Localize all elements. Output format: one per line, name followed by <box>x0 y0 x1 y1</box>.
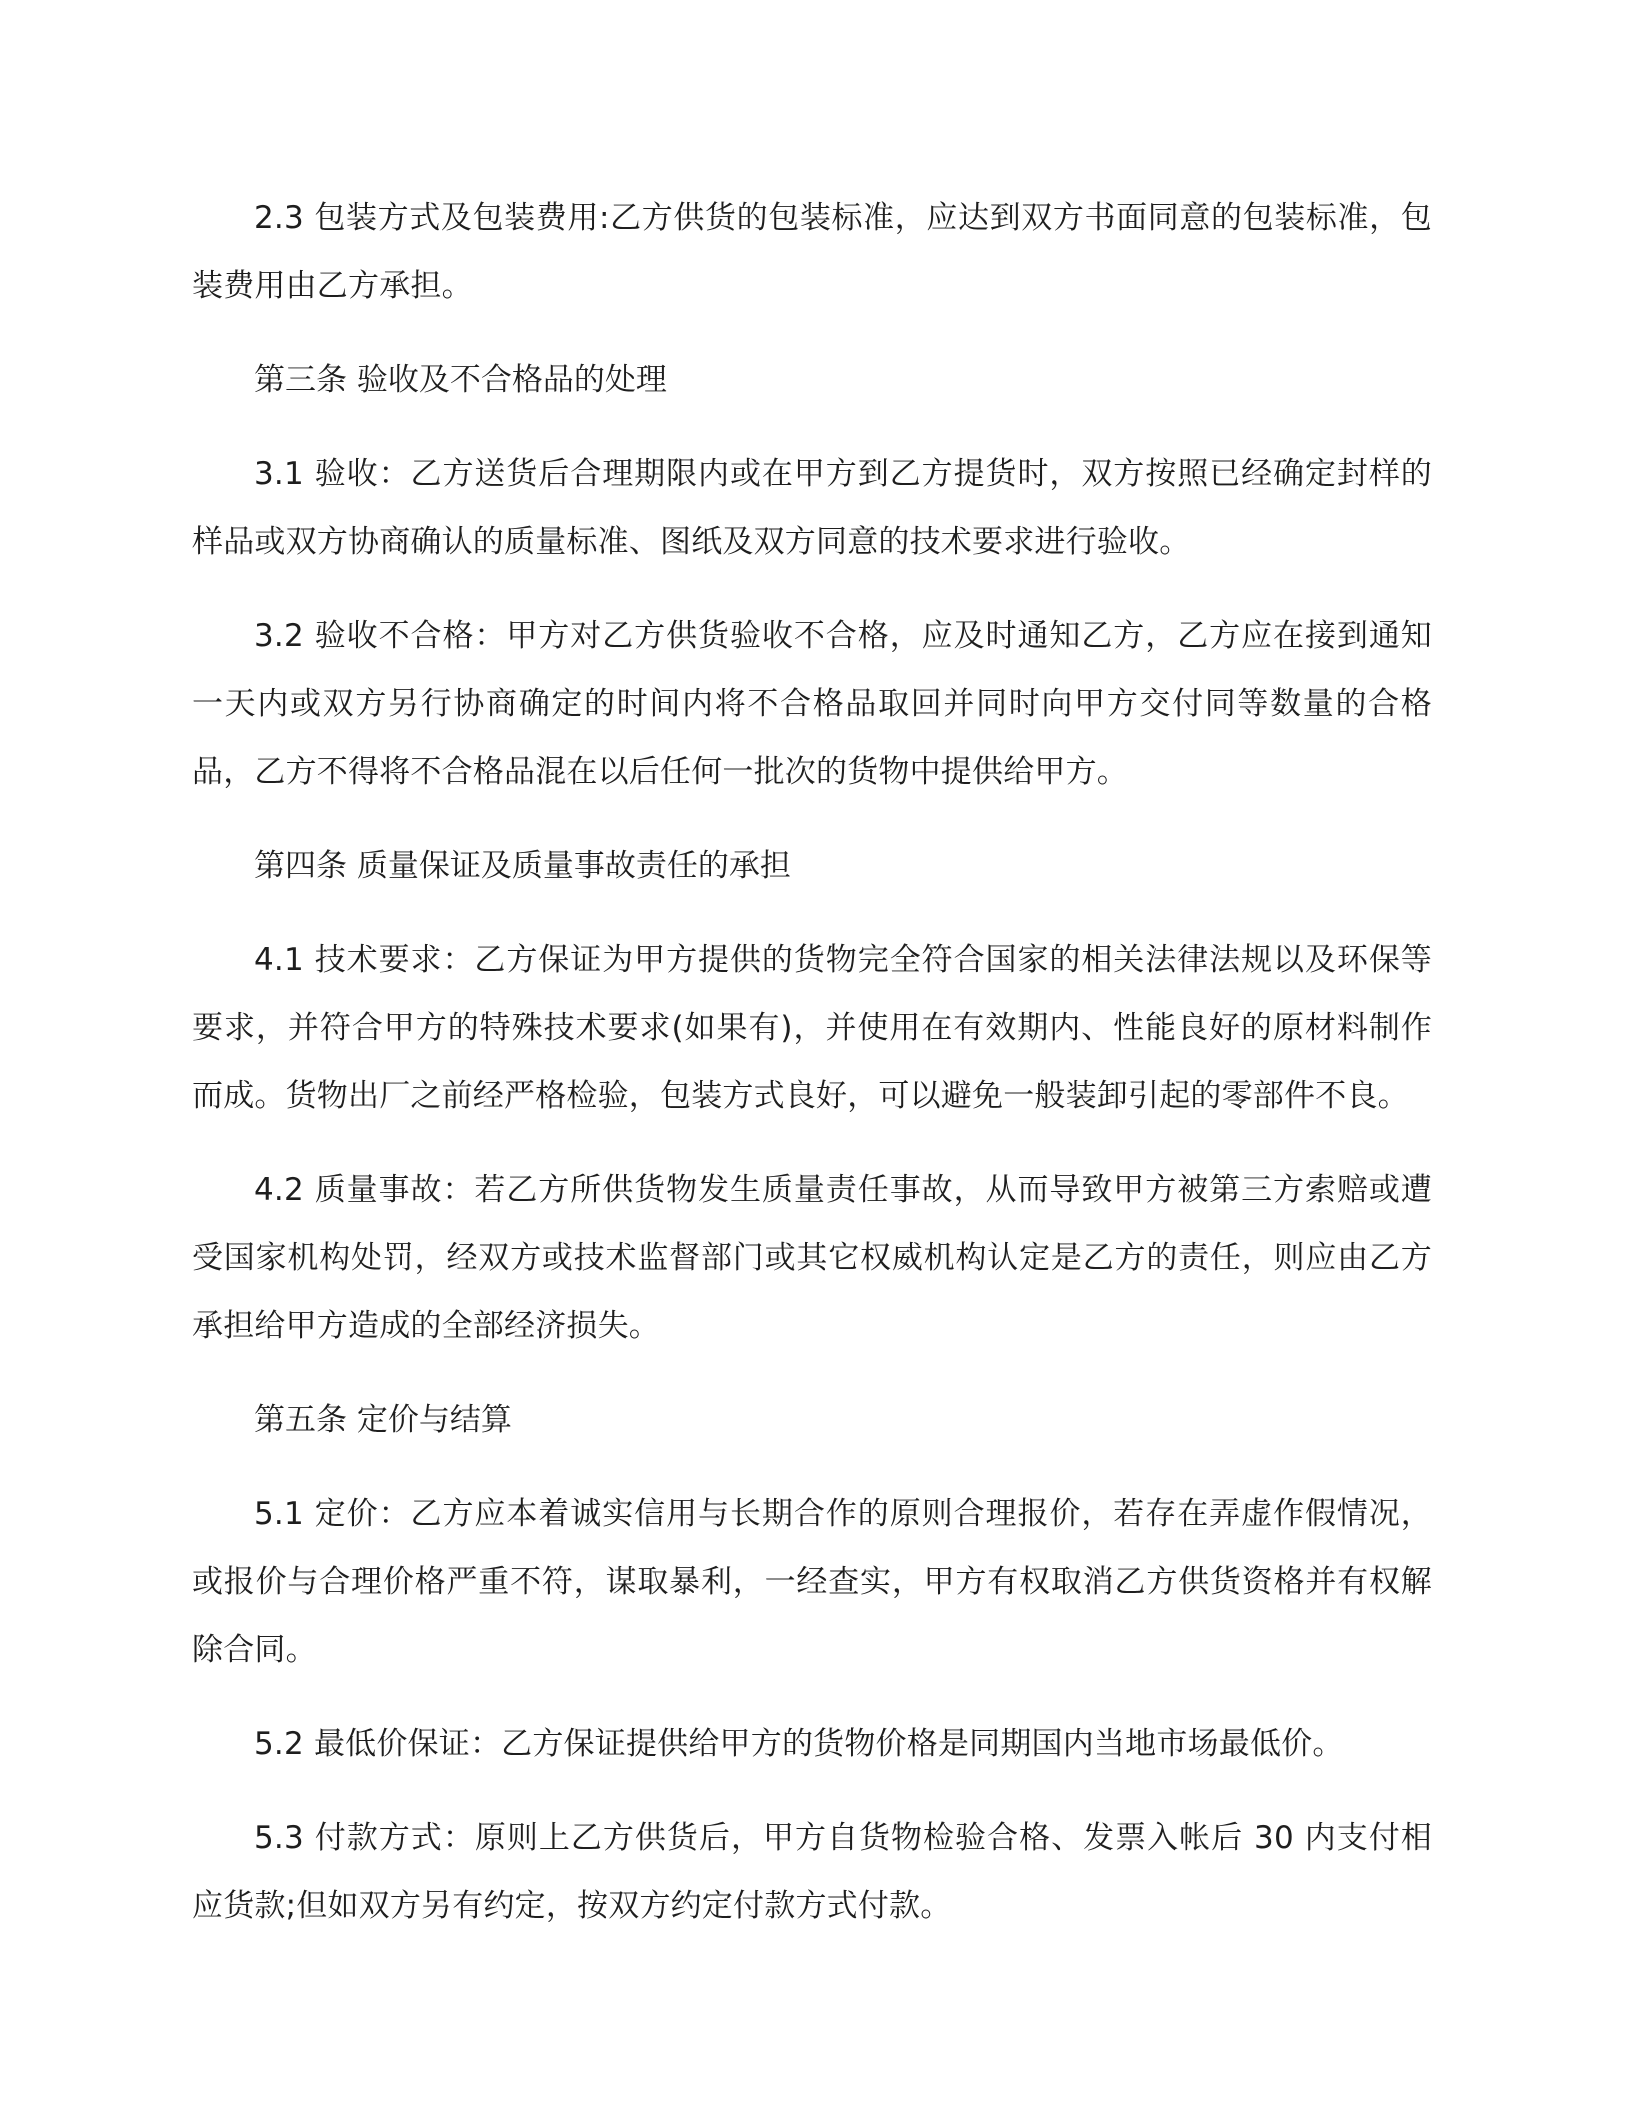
article-5-heading: 第五条 定价与结算 <box>254 1402 512 1438</box>
clause-3-2-rejection: 3.2 验收不合格：甲方对乙方供货验收不合格，应及时通知乙方，乙方应在接到通知一天内或双方另行协商确定的时间内将不合格品取回并同时向甲方交付同等数量的合格品，乙方不得将不合格品混在以后任何一批次的货物中提供给甲方。 <box>192 618 1432 790</box>
clause-5-3-payment: 5.3 付款方式：原则上乙方供货后，甲方自货物检验合格、发票入帐后 30 内支付相应货款;但如双方另有约定，按双方约定付款方式付款。 <box>192 1820 1432 1924</box>
clause-5-1-pricing: 5.1 定价：乙方应本着诚实信用与长期合作的原则合理报价，若存在弄虚作假情况，或报价与合理价格严重不符，谋取暴利，一经查实，甲方有权取消乙方供货资格并有权解除合同。 <box>192 1496 1432 1668</box>
clause-4-1-technical-requirements: 4.1 技术要求：乙方保证为甲方提供的货物完全符合国家的相关法律法规以及环保等要求，并符合甲方的特殊技术要求(如果有)，并使用在有效期内、性能良好的原材料制作而成。货物出厂之前经严格检验，包装方式良好，可以避免一般装卸引起的零部件不良。 <box>192 942 1432 1114</box>
clause-4-2-quality-incident: 4.2 质量事故：若乙方所供货物发生质量责任事故，从而导致甲方被第三方索赔或遭受国家机构处罚，经双方或技术监督部门或其它权威机构认定是乙方的责任，则应由乙方承担给甲方造成的全部经济损失。 <box>192 1172 1432 1344</box>
article-3-heading: 第三条 验收及不合格品的处理 <box>254 362 667 398</box>
clause-3-1-acceptance: 3.1 验收：乙方送货后合理期限内或在甲方到乙方提货时，双方按照已经确定封样的样品或双方协商确认的质量标准、图纸及双方同意的技术要求进行验收。 <box>192 456 1432 560</box>
document-body <box>192 184 1432 1966</box>
article-4-heading: 第四条 质量保证及质量事故责任的承担 <box>254 848 791 884</box>
clause-2-3-packaging: 2.3 包装方式及包装费用:乙方供货的包装标准，应达到双方书面同意的包装标准，包装费用由乙方承担。 <box>192 200 1432 304</box>
clause-5-2-lowest-price: 5.2 最低价保证：乙方保证提供给甲方的货物价格是同期国内当地市场最低价。 <box>254 1726 1344 1762</box>
